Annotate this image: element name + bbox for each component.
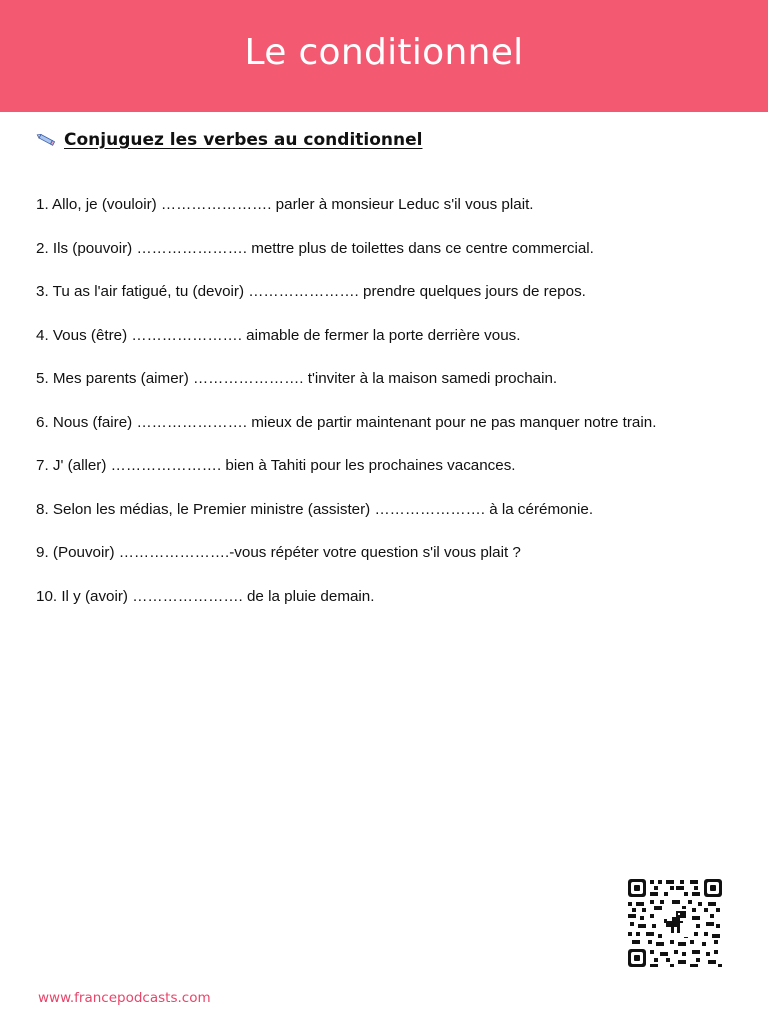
exercise-item-10: 10. Il y (avoir) …………………. de la pluie demain.	[36, 587, 375, 605]
exercise-item-4: 4. Vous (être) …………………. aimable de fermer la porte derrière vous.	[36, 326, 521, 344]
exercise-item-1: 1. Allo, je (vouloir) …………………. parler à monsieur Leduc s'il vous plait.	[36, 196, 534, 213]
qr-code-icon[interactable]	[626, 877, 724, 969]
exercise-item-3: 3. Tu as l'air fatigué, tu (devoir) …………………. prendre quelques jours de repos.	[36, 283, 586, 300]
instruction	[36, 130, 422, 150]
exercise-item-7: 7. J' (aller) …………………. bien à Tahiti pour les prochaines vacances.	[36, 457, 516, 474]
exercise-item-9: 9. (Pouvoir) ………………….-vous répéter votre question s'il vous plait ?	[36, 544, 521, 561]
instruction-text: Conjuguez les verbes au conditionnel	[64, 130, 423, 150]
dinosaur-icon	[662, 909, 688, 937]
exercise-item-5: 5. Mes parents (aimer) …………………. t'inviter à la maison samedi prochain.	[36, 370, 558, 387]
exercise-list	[36, 195, 736, 630]
exercise-item-6: 6. Nous (faire) …………………. mieux de partir maintenant pour ne pas manquer notre train.	[36, 413, 657, 431]
pencil-icon	[36, 132, 58, 148]
page-header	[0, 0, 768, 112]
footer-website-link[interactable]: www.francepodcasts.com	[38, 990, 211, 1006]
exercise-item-8: 8. Selon les médias, le Premier ministre (assister) …………………. à la cérémonie.	[36, 500, 594, 518]
page-title: Le conditionnel	[244, 31, 524, 73]
exercise-item-2: 2. Ils (pouvoir) …………………. mettre plus de toilettes dans ce centre commercial.	[36, 239, 594, 257]
